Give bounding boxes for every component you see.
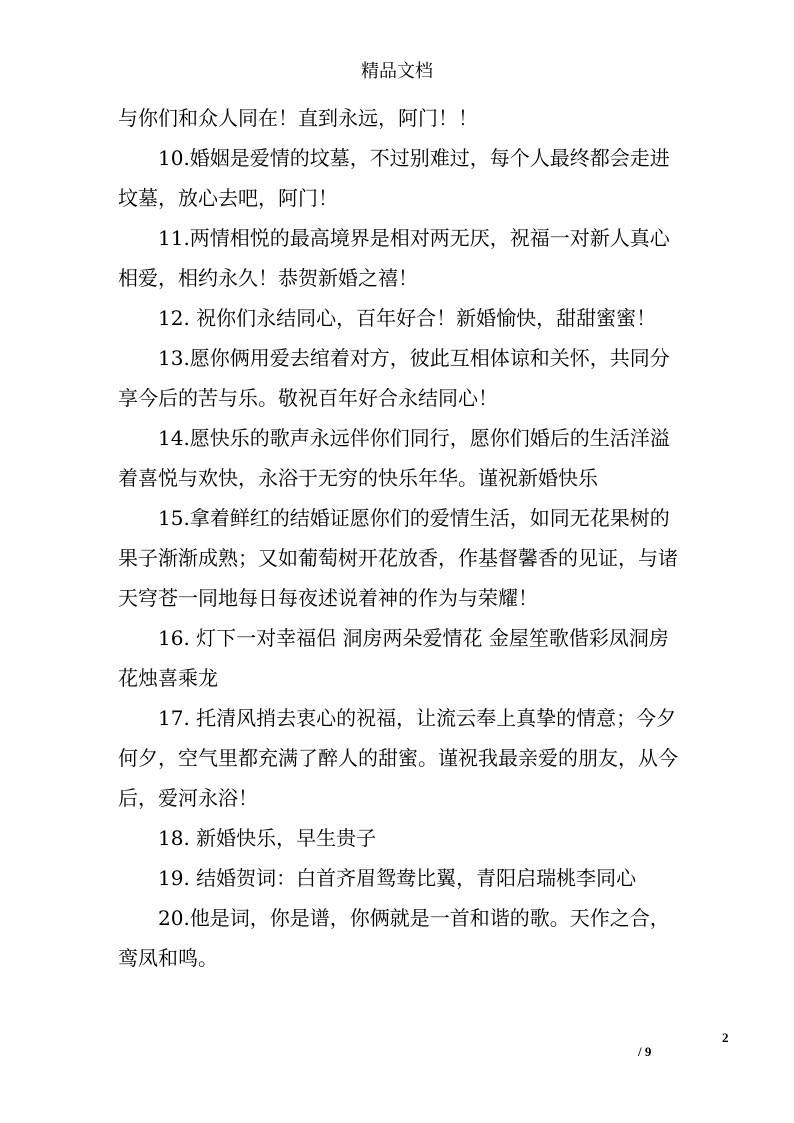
paragraph-14: 14.愿快乐的歌声永远伴你们同行，愿你们婚后的生活洋溢着喜悦与欢快，永浴于无穷的快乐年华。谨祝新婚快乐	[118, 426, 670, 490]
paragraph-10: 10.婚姻是爱情的坟墓，不过别难过，每个人最终都会走进坟墓，放心去吧，阿门！	[118, 146, 670, 210]
paragraph-15: 15.拿着鲜红的结婚证愿你们的爱情生活，如同无花果树的果子渐渐成熟；又如葡萄树开花放香，作基督馨香的见证，与诸天穹苍一同地每日每夜述说着神的作为与荣耀！	[118, 506, 678, 610]
paragraph-continuation: 与你们和众人同在！直到永远，阿门！！	[118, 106, 478, 130]
page-number: 2	[722, 1030, 729, 1045]
paragraph-13: 13.愿你俩用爱去绾着对方，彼此互相体谅和关怀，共同分享今后的苦与乐。敬祝百年好合永结同心！	[118, 346, 670, 410]
paragraph-12: 12. 祝你们永结同心，百年好合！新婚愉快，甜甜蜜蜜！	[158, 306, 657, 330]
paragraph-20: 20.他是词，你是谱，你俩就是一首和谐的歌。天作之合，鸾凤和鸣。	[118, 906, 670, 970]
paragraph-17: 17. 托清风捎去衷心的祝福，让流云奉上真挚的情意；今夕何夕，空气里都充满了醉人的甜蜜。谨祝我最亲爱的朋友，从今后，爱河永浴！	[118, 706, 678, 810]
paragraph-19: 19. 结婚贺词：白首齐眉鸳鸯比翼，青阳启瑞桃李同心	[158, 866, 637, 890]
page-total: / 9	[638, 1044, 652, 1059]
document-body	[118, 98, 678, 978]
paragraph-16: 16. 灯下一对幸福侣 洞房两朵爱情花 金屋笙歌偕彩凤洞房花烛喜乘龙	[118, 626, 669, 690]
paragraph-11: 11.两情相悦的最高境界是相对两无厌，祝福一对新人真心相爱，相约永久！恭贺新婚之禧！	[118, 226, 670, 290]
paragraph-18: 18. 新婚快乐，早生贵子	[158, 826, 377, 850]
document-header: 精品文档	[361, 61, 433, 82]
